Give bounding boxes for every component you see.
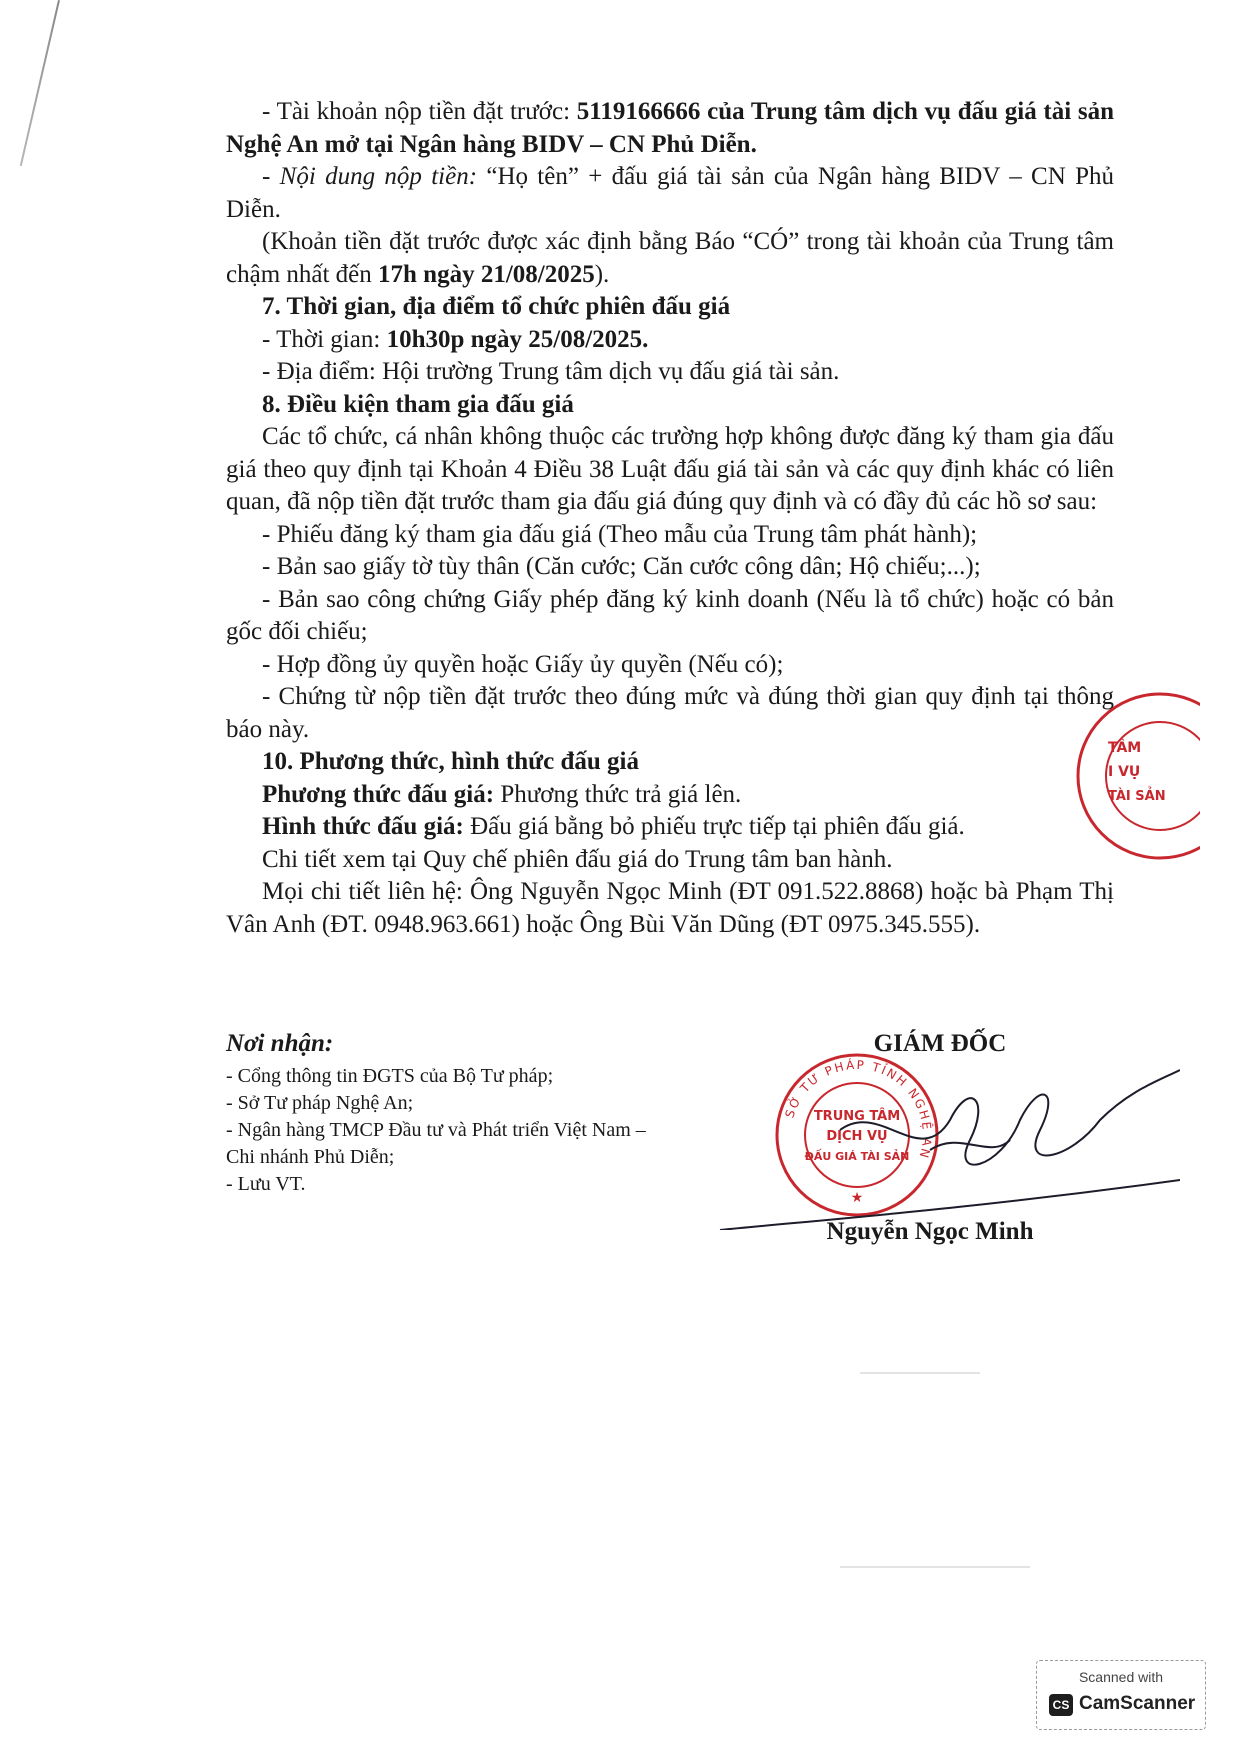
list-item: - Bản sao giấy tờ tùy thân (Căn cước; Căn cước công dân; Hộ chiếu;...);	[262, 553, 981, 580]
contact-info: Mọi chi tiết liên hệ: Ông Nguyễn Ngọc Minh (ĐT 091.522.8868) hoặc bà Phạm Thị Vân Anh (ĐT. 0948.963.661) hoặc Ông Bùi Văn Dũng (ĐT 0975.345.555).	[226, 878, 1114, 938]
list-item: - Bản sao công chứng Giấy phép đăng ký kinh doanh (Nếu là tổ chức) hoặc có bản gốc đối chiếu;	[226, 585, 1114, 645]
auction-location: - Địa điểm: Hội trường Trung tâm dịch vụ đấu giá tài sản.	[262, 358, 840, 385]
notice-body	[226, 96, 1114, 941]
seal-ring-text: SỞ TƯ PHÁP TỈNH NGHỆ AN	[782, 1057, 935, 1162]
list-item: - Hợp đồng ủy quyền hoặc Giấy ủy quyền (Nếu có);	[262, 650, 784, 678]
watermark-caption: Scanned with	[1078, 1669, 1164, 1685]
side-seal-line-3: TÀI SẢN	[1108, 789, 1166, 804]
recipients-title: Nơi nhận:	[226, 1030, 334, 1057]
auction-method: Phương thức đấu giá: Phương thức trả giá lên.	[262, 780, 742, 808]
seal-center-line-1: TRUNG TÂM	[813, 1109, 901, 1124]
seal-center-line-3: ĐẤU GIÁ TÀI SẢN	[804, 1150, 910, 1163]
recipient-item: - Lưu VT.	[226, 1173, 306, 1195]
section-8-heading: 8. Điều kiện tham gia đấu giá	[262, 390, 574, 418]
recipients-block	[226, 1030, 666, 1198]
recipient-item: - Ngân hàng TMCP Đầu tư và Phát triển Việt Nam – Chi nhánh Phủ Diễn;	[226, 1119, 646, 1168]
scan-noise	[840, 1566, 1030, 1568]
signature-block	[700, 1030, 1180, 1260]
scan-noise	[860, 1372, 980, 1374]
section-7-heading: 7. Thời gian, địa điểm tổ chức phiên đấu giá	[262, 293, 731, 320]
page-edge-seal-icon	[1060, 676, 1200, 876]
side-seal-line-1: TÂM	[1108, 740, 1142, 756]
regulation-note: Chi tiết xem tại Quy chế phiên đấu giá do Trung tâm ban hành.	[262, 845, 893, 873]
handwritten-signature-icon	[700, 1060, 1180, 1230]
auction-time: - Thời gian: 10h30p ngày 25/08/2025.	[262, 325, 649, 353]
eligibility-paragraph: Các tổ chức, cá nhân không thuộc các trường hợp không được đăng ký tham gia đấu giá theo quy định tại Khoản 4 Điều 38 Luật đấu giá tài sản và các quy định khác có liên quan, đã nộp tiền đặt trước tham gia đấu giá đúng quy định và có đầy đủ các hồ sơ sau:	[226, 423, 1114, 515]
section-10-heading: 10. Phương thức, hình thức đấu giá	[262, 748, 639, 775]
seal-star-icon: ★	[850, 1191, 864, 1206]
side-seal-line-2: I VỤ	[1108, 764, 1141, 780]
seal-center-line-2: DỊCH VỤ	[826, 1129, 888, 1144]
payment-content-line: - Nội dung nộp tiền: “Họ tên” + đấu giá tài sản của Ngân hàng BIDV – CN Phủ Diễn.	[226, 163, 1114, 223]
signer-title: GIÁM ĐỐC	[873, 1030, 1007, 1057]
deposit-account-line: - Tài khoản nộp tiền đặt trước: 5119166666 của Trung tâm dịch vụ đấu giá tài sản Nghệ An mở tại Ngân hàng BIDV – CN Phủ Diễn.	[226, 98, 1115, 158]
signer-name: Nguyễn Ngọc Minh	[826, 1218, 1034, 1245]
scan-edge-mark	[20, 0, 60, 166]
watermark-brand: CamScanner	[1079, 1693, 1196, 1714]
camscanner-watermark	[1036, 1660, 1206, 1730]
recipient-item: - Sở Tư pháp Nghệ An;	[226, 1092, 414, 1114]
list-item: - Phiếu đăng ký tham gia đấu giá (Theo mẫu của Trung tâm phát hành);	[262, 520, 978, 548]
camscanner-logo-icon: CS	[1049, 1694, 1073, 1716]
auction-form: Hình thức đấu giá: Đấu giá bằng bỏ phiếu trực tiếp tại phiên đấu giá.	[262, 813, 965, 840]
list-item: - Chứng từ nộp tiền đặt trước theo đúng mức và đúng thời gian quy định tại thông báo này.	[226, 683, 1114, 743]
recipient-item: - Cổng thông tin ĐGTS của Bộ Tư pháp;	[226, 1065, 554, 1087]
deposit-deadline-note: (Khoản tiền đặt trước được xác định bằng Báo “CÓ” trong tài khoản của Trung tâm chậm nhất đến 17h ngày 21/08/2025).	[226, 228, 1114, 288]
